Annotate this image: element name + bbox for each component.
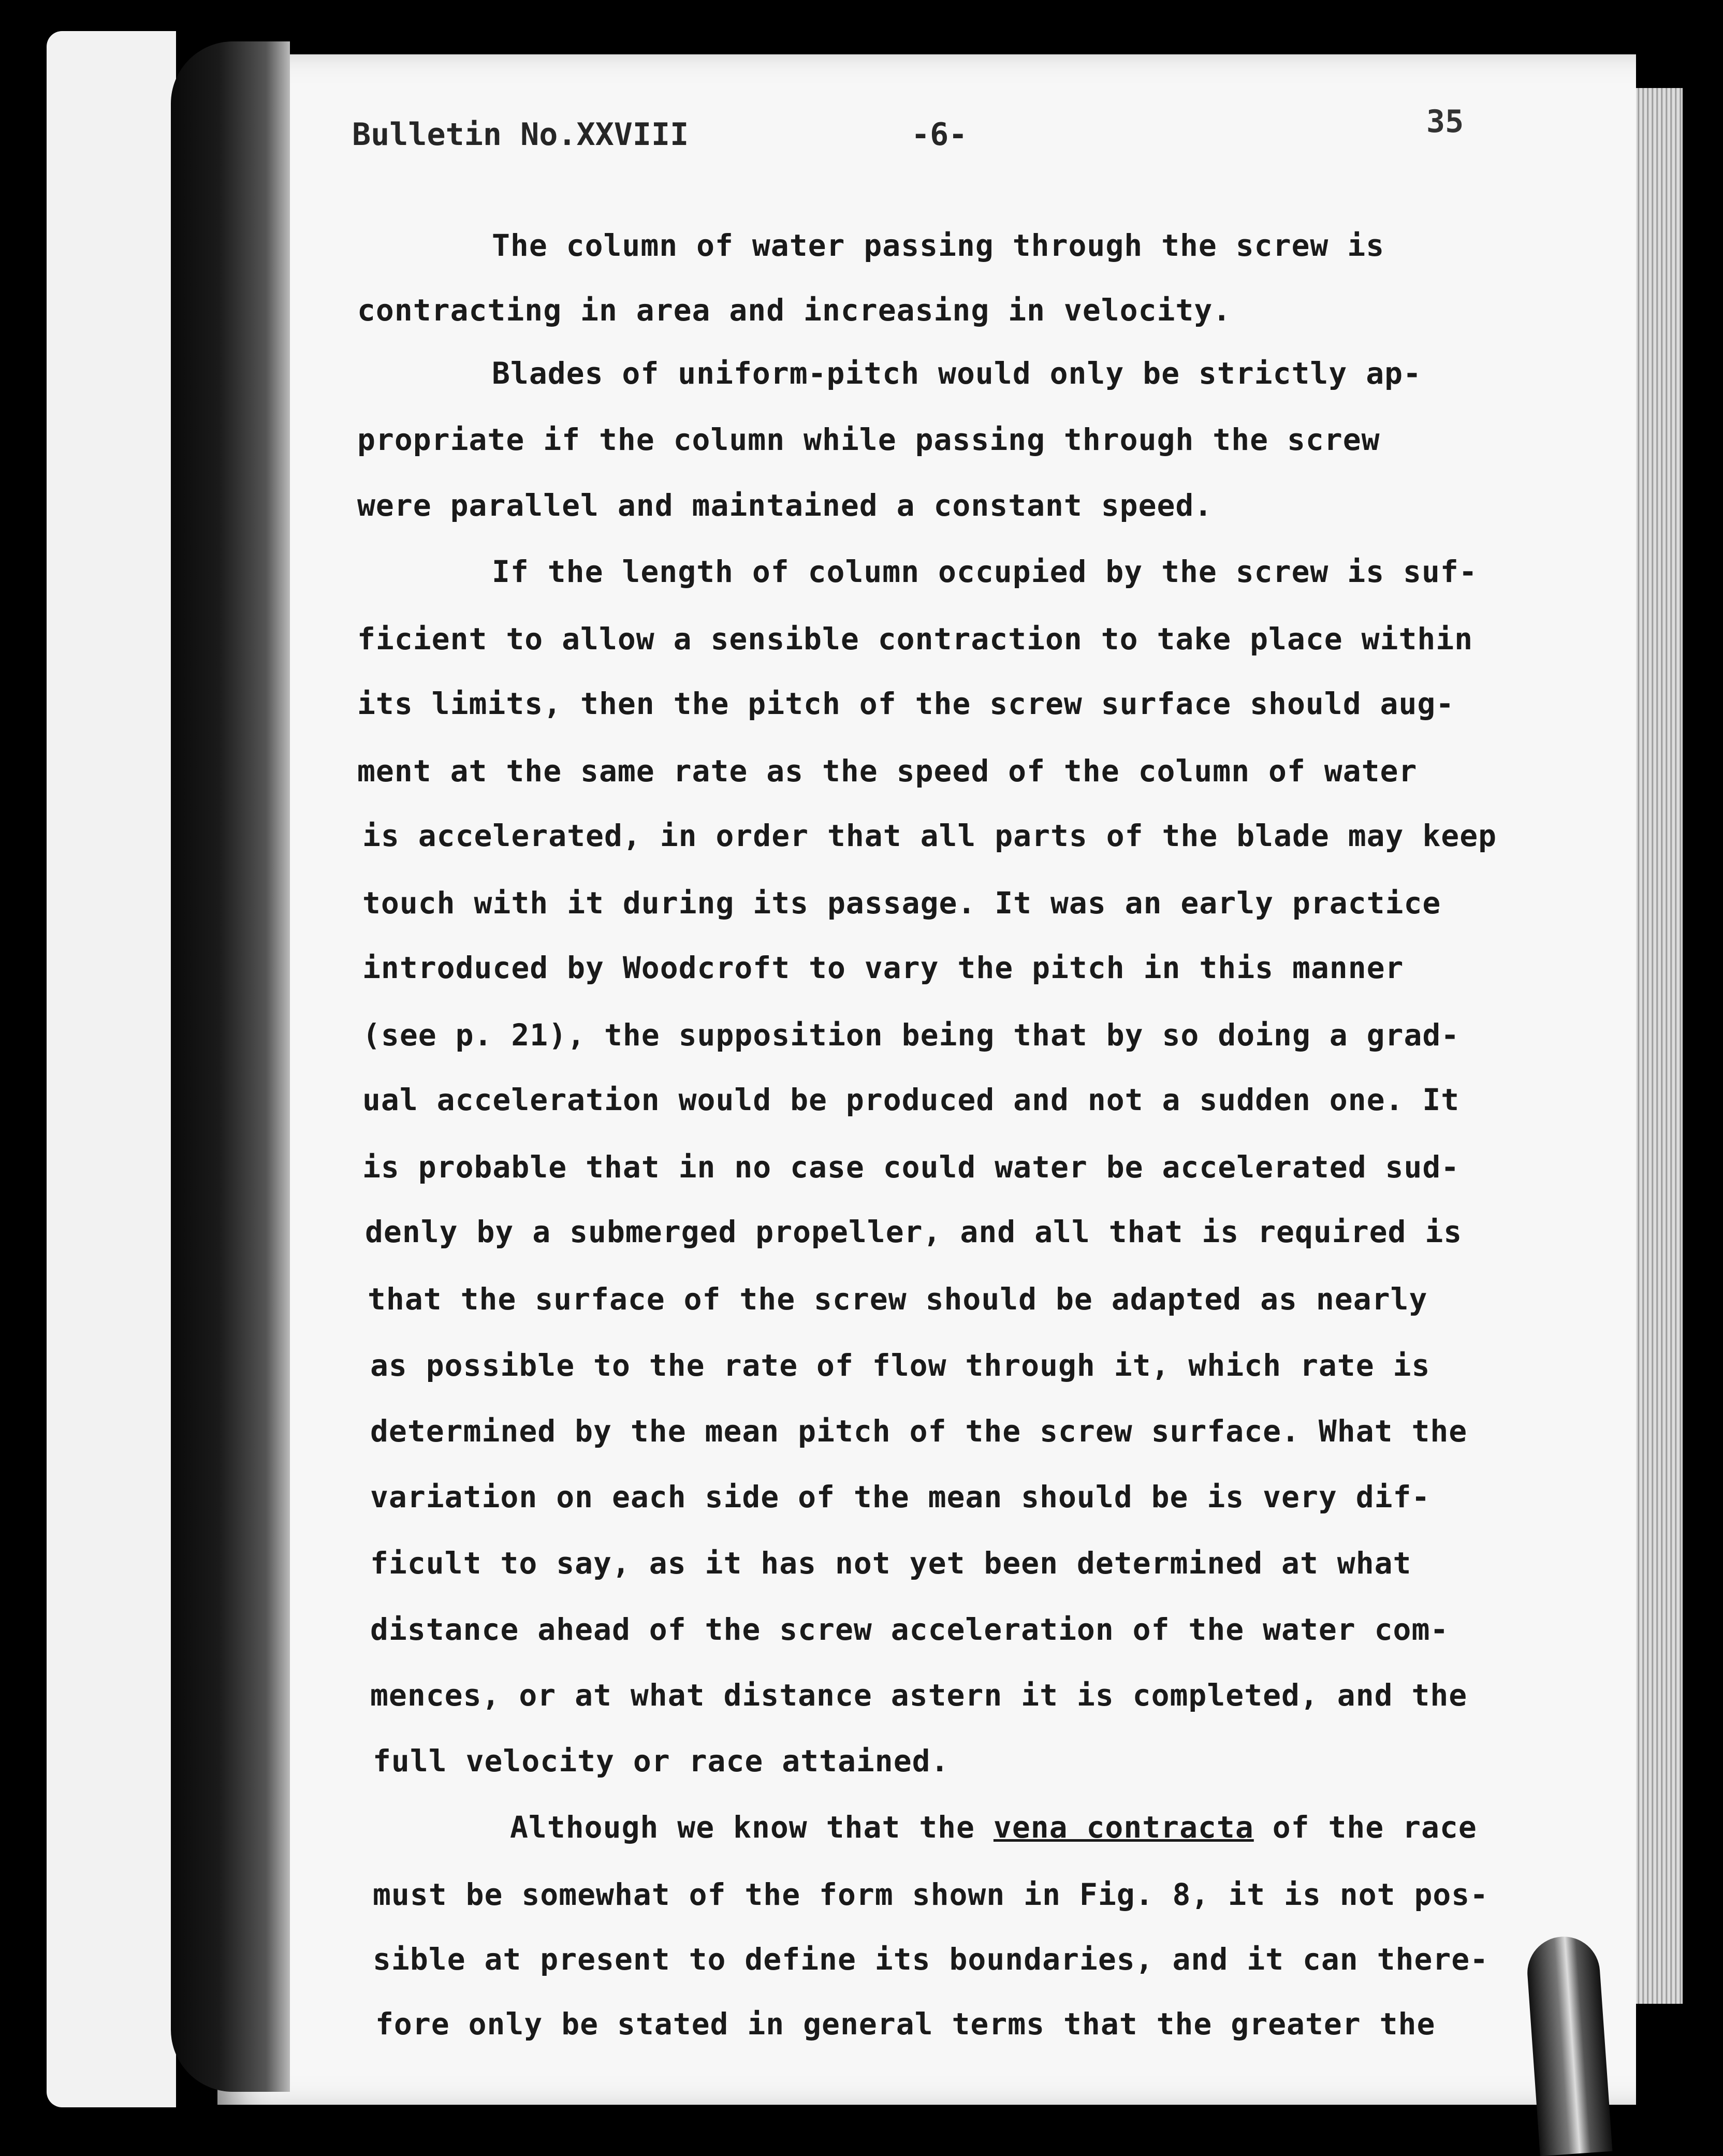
- text-run: Although we know that the: [510, 1810, 994, 1845]
- text-line: ual acceleration would be produced and not a sudden one. It: [362, 1082, 1460, 1117]
- pen-object: [1525, 1934, 1613, 2156]
- text-line: is accelerated, in order that all parts of the blade may keep: [362, 818, 1497, 853]
- text-line: ficient to allow a sensible contraction to take place within: [357, 621, 1473, 657]
- text-line: as possible to the rate of flow through it, which rate is: [370, 1348, 1430, 1383]
- text-line: [510, 1810, 1477, 1845]
- text-line: fore only be stated in general terms that the greater the: [375, 2006, 1436, 2042]
- text-line: If the length of column occupied by the screw is suf-: [492, 554, 1478, 589]
- page-header: [352, 116, 1491, 163]
- text-line: denly by a submerged propeller, and all that is required is: [365, 1214, 1463, 1249]
- text-line: variation on each side of the mean should be is very dif-: [370, 1479, 1430, 1514]
- text-line: mences, or at what distance astern it is completed, and the: [370, 1678, 1468, 1713]
- text-line: Blades of uniform-pitch would only be strictly ap-: [492, 356, 1422, 391]
- text-line: (see p. 21), the supposition being that by so doing a grad-: [362, 1017, 1460, 1053]
- book-gutter: [171, 41, 290, 2092]
- text-line: sible at present to define its boundaries, and it can there-: [373, 1942, 1489, 1977]
- text-line: determined by the mean pitch of the screw surface. What the: [370, 1414, 1468, 1449]
- text-line: full velocity or race attained.: [373, 1743, 950, 1779]
- text-line: distance ahead of the screw acceleration of the water com-: [370, 1612, 1449, 1647]
- text-line: introduced by Woodcroft to vary the pitch in this manner: [362, 950, 1404, 985]
- text-line: is probable that in no case could water be accelerated sud-: [362, 1149, 1460, 1185]
- text-line: ficult to say, as it has not yet been determined at what: [370, 1546, 1412, 1581]
- text-line: its limits, then the pitch of the screw surface should aug-: [357, 686, 1455, 721]
- page-number: 35: [1426, 104, 1464, 140]
- text-line: touch with it during its passage. It was an early practice: [362, 885, 1441, 921]
- facing-page-edge: [47, 31, 176, 2107]
- text-line: must be somewhat of the form shown in Fig. 8, it is not pos-: [373, 1877, 1489, 1912]
- page-mark: -6-: [911, 116, 968, 153]
- underlined-term: vena contracta: [993, 1810, 1254, 1845]
- text-line: that the surface of the screw should be adapted as nearly: [368, 1281, 1428, 1317]
- text-line: The column of water passing through the screw is: [492, 228, 1385, 263]
- text-line: propriate if the column while passing through the screw: [357, 422, 1380, 457]
- text-line: were parallel and maintained a constant speed.: [357, 488, 1213, 523]
- text-line: contracting in area and increasing in velocity.: [357, 293, 1232, 328]
- bulletin-label: Bulletin No.XXVIII: [352, 116, 689, 153]
- text-line: ment at the same rate as the speed of the column of water: [357, 753, 1418, 789]
- text-run: of the race: [1253, 1810, 1477, 1845]
